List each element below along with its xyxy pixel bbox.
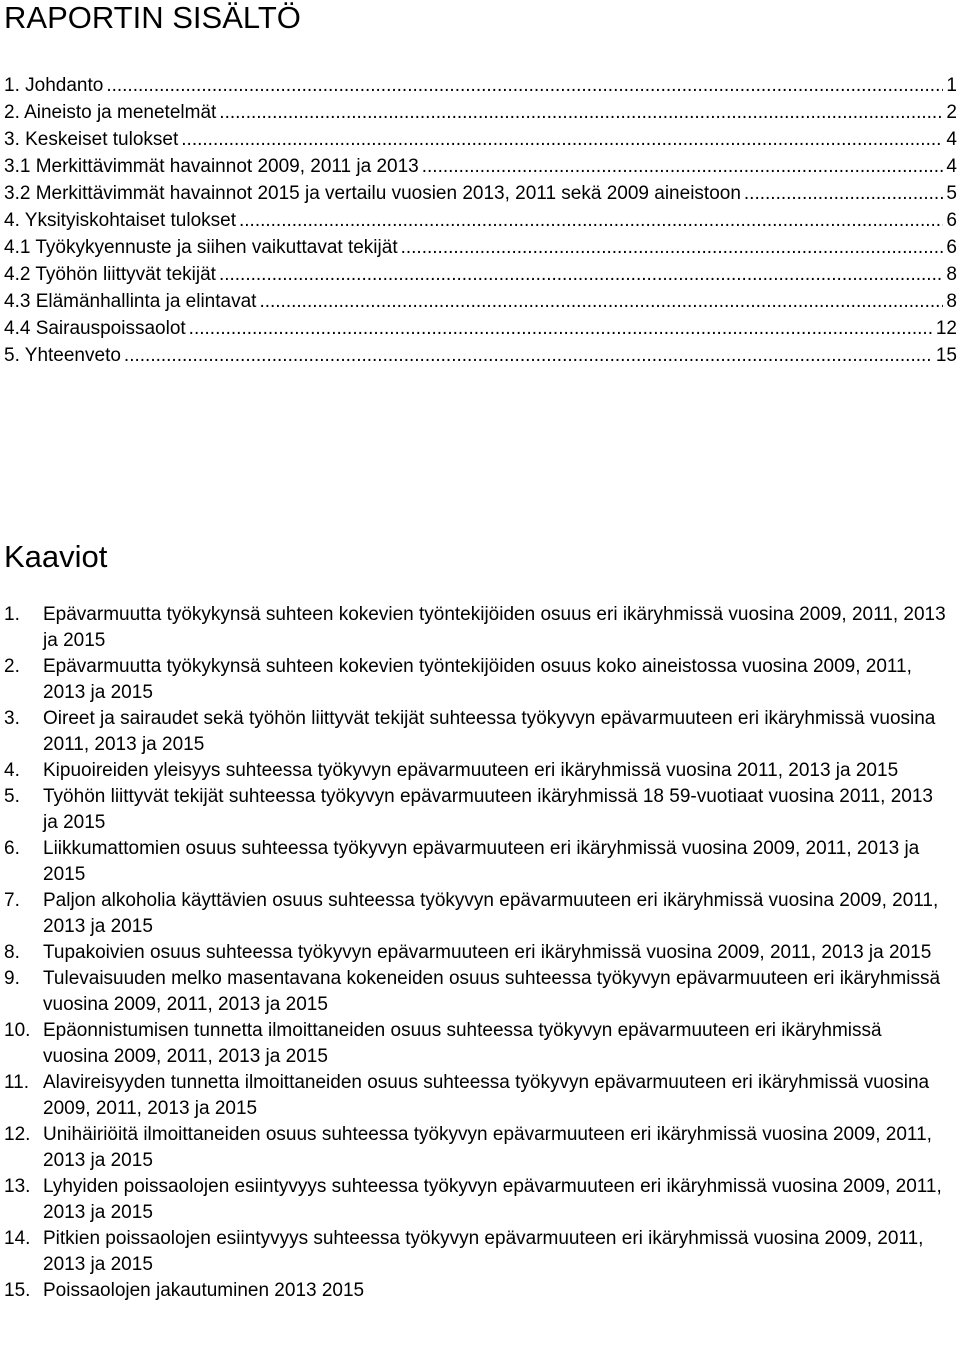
toc-entry-page: 5 (946, 183, 957, 204)
chart-list-item (0, 706, 955, 758)
chart-list-item (0, 836, 955, 888)
toc-entry-page: 15 (935, 345, 957, 366)
chart-item-number: 10. (4, 1020, 31, 1041)
toc-dot-leader (181, 126, 943, 153)
chart-list-item (0, 1018, 955, 1070)
toc-dot-leader (744, 180, 944, 207)
chart-list-item (0, 1278, 955, 1304)
toc-entry-label: 4. Yksityiskohtaiset tulokset (4, 210, 236, 231)
toc-entry[interactable] (4, 153, 957, 180)
toc-entry-page: 4 (946, 156, 957, 177)
chart-list-item (0, 966, 955, 1018)
chart-list-item (0, 888, 955, 940)
chart-item-text: Epäonnistumisen tunnetta ilmoittaneiden osuus suhteessa työkyvyn epävarmuuteen eri ikäryhmissä vuosina 2009, 2011, 2013 ja 2015 (43, 1020, 882, 1067)
chart-item-number: 4. (4, 760, 20, 781)
chart-item-number: 9. (4, 968, 20, 989)
chart-item-text: Paljon alkoholia käyttävien osuus suhteessa työkyvyn epävarmuuteen eri ikäryhmissä vuosina 2009, 2011, 2013 ja 2015 (43, 890, 939, 937)
chart-list-item (0, 1174, 955, 1226)
toc-entry-page: 2 (946, 102, 957, 123)
toc-entry-page: 8 (946, 291, 957, 312)
chart-item-text: Alavireisyyden tunnetta ilmoittaneiden osuus suhteessa työkyvyn epävarmuuteen eri ikäryhmissä vuosina 2009, 2011, 2013 ja 2015 (43, 1072, 930, 1119)
toc-entry[interactable] (4, 288, 957, 315)
toc-entry-label: 3. Keskeiset tulokset (4, 129, 179, 150)
toc-dot-leader (401, 234, 944, 261)
chart-item-number: 2. (4, 656, 20, 677)
toc-entry-label: 3.1 Merkittävimmät havainnot 2009, 2011 ja 2013 (4, 156, 419, 177)
toc-entry-page: 6 (946, 210, 957, 231)
toc-entry-page: 12 (935, 318, 957, 339)
toc-dot-leader (422, 153, 944, 180)
toc-entry-page: 1 (946, 75, 957, 96)
chart-list (0, 602, 955, 1304)
chart-item-text: Poissaolojen jakautuminen 2013 2015 (43, 1280, 365, 1301)
chart-item-text: Epävarmuutta työkykynsä suhteen kokevien työntekijöiden osuus eri ikäryhmissä vuosina 2009, 2011, 2013 ja 2015 (43, 604, 946, 651)
toc-list (4, 72, 957, 369)
chart-list-item (0, 1226, 955, 1278)
chart-item-text: Epävarmuutta työkykynsä suhteen kokevien työntekijöiden osuus koko aineistossa vuosina 2009, 2011, 2013 ja 2015 (43, 656, 912, 703)
toc-entry-page: 6 (946, 237, 957, 258)
toc-dot-leader (106, 72, 943, 99)
chart-item-text: Tupakoivien osuus suhteessa työkyvyn epävarmuuteen eri ikäryhmissä vuosina 2009, 2011, 2013 ja 2015 (43, 942, 932, 963)
toc-entry[interactable] (4, 126, 957, 153)
chart-item-text: Liikkumattomien osuus suhteessa työkyvyn epävarmuuteen eri ikäryhmissä vuosina 2009, 2011, 2013 ja 2015 (43, 838, 920, 885)
chart-item-text: Pitkien poissaolojen esiintyvyys suhteessa työkyvyn epävarmuuteen eri ikäryhmissä vuosina 2009, 2011, 2013 ja 2015 (43, 1228, 924, 1275)
chart-item-text: Unihäiriöitä ilmoittaneiden osuus suhteessa työkyvyn epävarmuuteen eri ikäryhmissä vuosina 2009, 2011, 2013 ja 2015 (43, 1124, 932, 1171)
chart-item-number: 8. (4, 942, 20, 963)
toc-entry-label: 3.2 Merkittävimmät havainnot 2015 ja vertailu vuosien 2013, 2011 sekä 2009 aineistoon (4, 183, 741, 204)
chart-item-number: 1. (4, 604, 20, 625)
toc-entry[interactable] (4, 342, 957, 369)
toc-title: RAPORTIN SISÄLTÖ (4, 0, 301, 35)
chart-list-item (0, 1122, 955, 1174)
toc-entry[interactable] (4, 234, 957, 261)
chart-item-text: Lyhyiden poissaolojen esiintyvyys suhteessa työkyvyn epävarmuuteen eri ikäryhmissä vuosina 2009, 2011, 2013 ja 2015 (43, 1176, 942, 1223)
toc-dot-leader (259, 288, 943, 315)
toc-dot-leader (239, 207, 943, 234)
toc-entry-label: 4.1 Työkykyennuste ja siihen vaikuttavat tekijät (4, 237, 398, 258)
chart-item-number: 14. (4, 1228, 31, 1249)
toc-entry-label: 4.2 Työhön liittyvät tekijät (4, 264, 216, 285)
toc-dot-leader (219, 99, 943, 126)
toc-entry-label: 1. Johdanto (4, 75, 104, 96)
toc-entry[interactable] (4, 315, 957, 342)
toc-dot-leader (124, 342, 933, 369)
chart-list-item (0, 602, 955, 654)
chart-list-item (0, 1070, 955, 1122)
chart-item-number: 7. (4, 890, 20, 911)
chart-list-item (0, 758, 955, 784)
toc-dot-leader (189, 315, 933, 342)
toc-entry[interactable] (4, 99, 957, 126)
chart-list-item (0, 940, 955, 966)
chart-item-number: 3. (4, 708, 20, 729)
chart-item-text: Kipuoireiden yleisyys suhteessa työkyvyn epävarmuuteen eri ikäryhmissä vuosina 2011, 2013 ja 2015 (43, 760, 899, 781)
chart-list-item (0, 784, 955, 836)
chart-list-item (0, 654, 955, 706)
toc-entry[interactable] (4, 261, 957, 288)
toc-entry-page: 4 (946, 129, 957, 150)
chart-item-number: 6. (4, 838, 20, 859)
chart-item-number: 11. (4, 1072, 30, 1093)
chart-item-number: 5. (4, 786, 20, 807)
toc-entry[interactable] (4, 207, 957, 234)
toc-entry-label: 4.4 Sairauspoissaolot (4, 318, 186, 339)
chart-item-number: 13. (4, 1176, 31, 1197)
chart-item-number: 12. (4, 1124, 31, 1145)
toc-entry[interactable] (4, 180, 957, 207)
toc-entry-label: 2. Aineisto ja menetelmät (4, 102, 217, 123)
toc-entry-page: 8 (946, 264, 957, 285)
chart-item-text: Oireet ja sairaudet sekä työhön liittyvät tekijät suhteessa työkyvyn epävarmuuteen eri ikäryhmissä vuosina 2011, 2013 ja 2015 (43, 708, 936, 755)
chart-item-text: Työhön liittyvät tekijät suhteessa työkyvyn epävarmuuteen ikäryhmissä 18 59-vuotiaat vuosina 2011, 2013 ja 2015 (43, 786, 933, 833)
chart-item-text: Tulevaisuuden melko masentavana kokeneiden osuus suhteessa työkyvyn epävarmuuteen eri ikäryhmissä vuosina 2009, 2011, 2013 ja 2015 (43, 968, 941, 1015)
toc-entry-label: 4.3 Elämänhallinta ja elintavat (4, 291, 257, 312)
toc-entry-label: 5. Yhteenveto (4, 345, 121, 366)
chart-item-number: 15. (4, 1280, 31, 1301)
toc-entry[interactable] (4, 72, 957, 99)
toc-dot-leader (219, 261, 943, 288)
charts-title: Kaaviot (4, 539, 108, 574)
